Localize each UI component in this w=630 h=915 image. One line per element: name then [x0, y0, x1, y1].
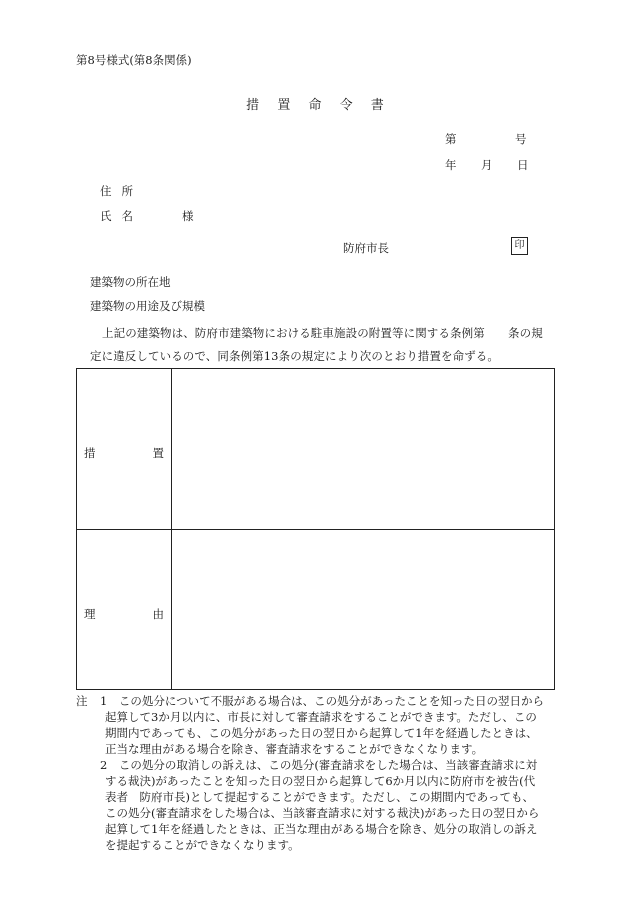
reason-label-char: 由: [152, 607, 164, 621]
note-line: 2 この処分の取消しの訴えは、この処分(審査請求をした場合は、当該審査請求に対: [100, 758, 538, 772]
note-line: 起算して1年を経過したときは、正当な理由がある場合を除き、処分の取消しの訴え: [105, 822, 538, 836]
measure-label-char: 措: [84, 446, 96, 460]
date-day: 日: [517, 158, 529, 172]
recipient-honorific: 様: [182, 209, 194, 223]
reason-label: [84, 606, 164, 622]
note-line: 起算して3か月以内に、市長に対して審査請求をすることができます。ただし、この: [105, 710, 537, 724]
document-title: [0, 94, 630, 113]
reason-label-char: 理: [84, 607, 96, 621]
note-line: を提起することができなくなります。: [105, 838, 300, 852]
note-line: する裁決)があったことを知った日の翌日から起算して6か月以内に防府市を被告(代: [105, 774, 536, 788]
building-usage-label: 建築物の用途及び規模: [90, 299, 205, 313]
document-number-prefix: 第: [445, 132, 457, 146]
note-line: 表者 防府市長)として提起することができます。ただし、この期間内であっても、: [105, 790, 534, 804]
title-char: 令: [339, 98, 353, 113]
recipient-address-label: 住所: [100, 184, 143, 198]
building-location-label: 建築物の所在地: [90, 275, 171, 289]
title-char: 措: [246, 98, 260, 113]
document-date: [445, 157, 529, 173]
order-table: [76, 368, 555, 690]
issuer-title: 防府市長: [343, 241, 389, 255]
notes-prefix: 注: [76, 694, 88, 708]
document-number: [445, 131, 527, 147]
note-line: 期間内であっても、この処分があった日の翌日から起算して1年を経過したときは、: [105, 726, 538, 740]
note-line: 正当な理由がある場合を除き、審査請求をすることができなくなります。: [105, 742, 484, 756]
title-char: 書: [370, 98, 384, 113]
recipient-name-label: 氏名: [100, 209, 143, 223]
note-line: 1 この処分について不服がある場合は、この処分があったことを知った日の翌日から: [100, 694, 544, 708]
seal-stamp: 印: [511, 237, 528, 255]
note-line: この処分(審査請求をした場合は、当該審査請求に対する裁決)があった日の翌日から: [105, 806, 540, 820]
measure-label-char: 置: [152, 446, 164, 460]
order-body-line: 定に違反しているので、同条例第13条の規定により次のとおり措置を命ずる。: [90, 349, 499, 363]
date-month: 月: [481, 158, 493, 172]
order-body-line: 上記の建築物は、防府市建築物における駐車施設の附置等に関する条例第 条の規: [102, 326, 543, 340]
table-row-divider: [77, 529, 554, 530]
title-char: 置: [277, 98, 291, 113]
date-year: 年: [445, 158, 457, 172]
title-char: 命: [308, 98, 322, 113]
document-number-suffix: 号: [515, 132, 527, 146]
measure-label: [84, 445, 164, 461]
form-number: 第8号様式(第8条関係): [76, 53, 192, 67]
